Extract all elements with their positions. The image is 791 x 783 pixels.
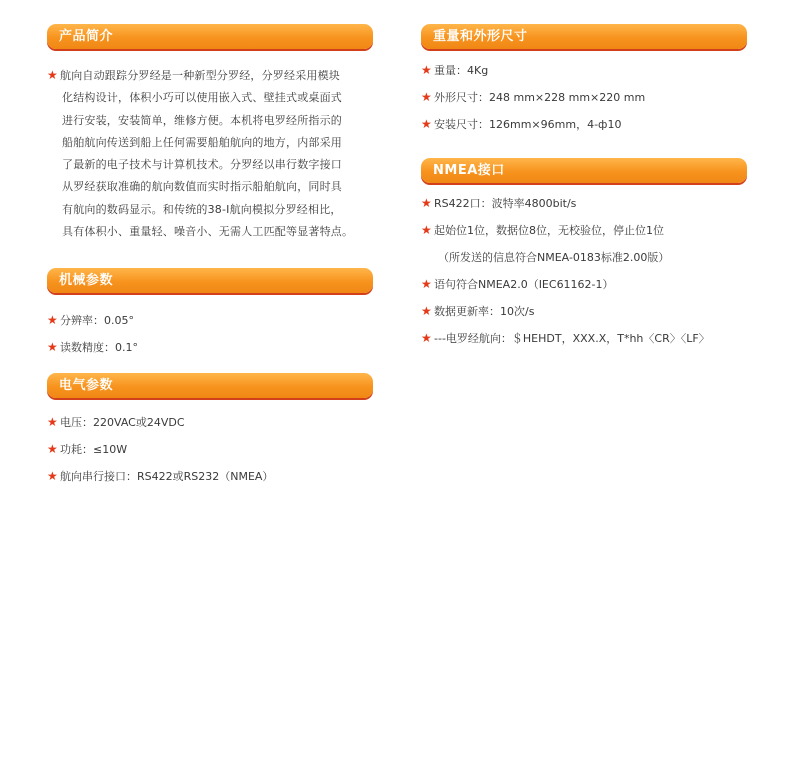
- intro-line: 船舶航向传送到船上任何需要船舶航向的地方，内部采用: [62, 135, 342, 149]
- star-icon: ★: [47, 415, 58, 429]
- star-icon: ★: [421, 90, 432, 104]
- list-item: ★ 航向串行接口：RS422或RS232（NMEA）: [47, 463, 377, 490]
- mechanical-params-section: [47, 268, 377, 361]
- list-item: ★ 语句符合NMEA2.0（IEC61162-1）: [421, 271, 751, 298]
- list-item: ★ RS422口：波特率4800bit/s: [421, 190, 751, 217]
- star-icon: ★: [421, 63, 432, 77]
- list-item: ★ 分辨率：0.05°: [47, 307, 377, 334]
- electrical-params-list: [47, 409, 377, 490]
- mechanical-params-list: [47, 307, 377, 361]
- list-item: ★ 安装尺寸：126mm×96mm，4-ф10: [421, 111, 751, 138]
- electrical-params-section: [47, 373, 377, 490]
- star-icon: ★: [421, 196, 432, 210]
- intro-line: 进行安装，安装简单，维修方便。本机将电罗经所指示的: [62, 113, 342, 127]
- product-intro-section: [47, 24, 377, 243]
- weight-dimensions-section: [421, 24, 751, 138]
- product-intro-title: 产品简介: [59, 29, 114, 44]
- product-intro-text: [47, 64, 377, 243]
- star-icon: ★: [421, 304, 432, 318]
- star-icon: ★: [421, 223, 432, 237]
- star-icon: ★: [47, 68, 58, 82]
- intro-line: 具有体积小、重量轻、噪音小、无需人工匹配等显著特点。: [62, 225, 354, 239]
- weight-dimensions-header: [421, 24, 747, 49]
- star-icon: ★: [47, 442, 58, 456]
- weight-dimensions-title: 重量和外形尺寸: [433, 29, 528, 44]
- nmea-interface-header: [421, 158, 747, 183]
- nmea-interface-section: [421, 158, 751, 352]
- list-item: ★ 数据更新率：10次/s: [421, 298, 751, 325]
- electrical-params-title: 电气参数: [59, 378, 114, 393]
- star-icon: ★: [47, 340, 58, 354]
- star-icon: ★: [421, 277, 432, 291]
- list-item: ★ 重量：4Kg: [421, 57, 751, 84]
- list-item: ★ 起始位1位，数据位8位，无校验位，停止位1位: [421, 217, 751, 244]
- intro-line: 了最新的电子技术与计算机技术。分罗经以串行数字接口: [62, 158, 342, 172]
- mechanical-params-title: 机械参数: [59, 273, 114, 288]
- list-item: ★ 读数精度：0.1°: [47, 334, 377, 361]
- star-icon: ★: [421, 331, 432, 345]
- list-item: ★ 电压：220VAC或24VDC: [47, 409, 377, 436]
- star-icon: ★: [421, 117, 432, 131]
- nmea-interface-list: [421, 190, 751, 352]
- star-icon: ★: [47, 469, 58, 483]
- product-intro-header: [47, 24, 373, 49]
- intro-line: 有航向的数码显示。和传统的38-Ⅰ航向模拟分罗经相比，: [62, 202, 342, 216]
- electrical-params-header: [47, 373, 373, 398]
- list-item: ★ 外形尺寸：248 mm×228 mm×220 mm: [421, 84, 751, 111]
- intro-line: ★ 航向自动跟踪分罗经是一种新型分罗经，分罗经采用模块: [47, 64, 377, 87]
- intro-line: 从罗经获取准确的航向数值而实时指示船舶航向，同时具: [62, 180, 342, 194]
- intro-line: 化结构设计，体积小巧可以使用嵌入式、壁挂式或桌面式: [62, 91, 342, 105]
- star-icon: ★: [47, 313, 58, 327]
- weight-dimensions-list: [421, 57, 751, 138]
- list-item-note: （所发送的信息符合NMEA-0183标准2.00版）: [438, 251, 670, 264]
- list-item: ★ 功耗：≤10W: [47, 436, 377, 463]
- nmea-interface-title: NMEA接口: [433, 163, 505, 178]
- mechanical-params-header: [47, 268, 373, 293]
- list-item: ★ ---电罗经航向：＄HEHDT，XXX.X，T*hh〈CR〉〈LF〉: [421, 325, 751, 352]
